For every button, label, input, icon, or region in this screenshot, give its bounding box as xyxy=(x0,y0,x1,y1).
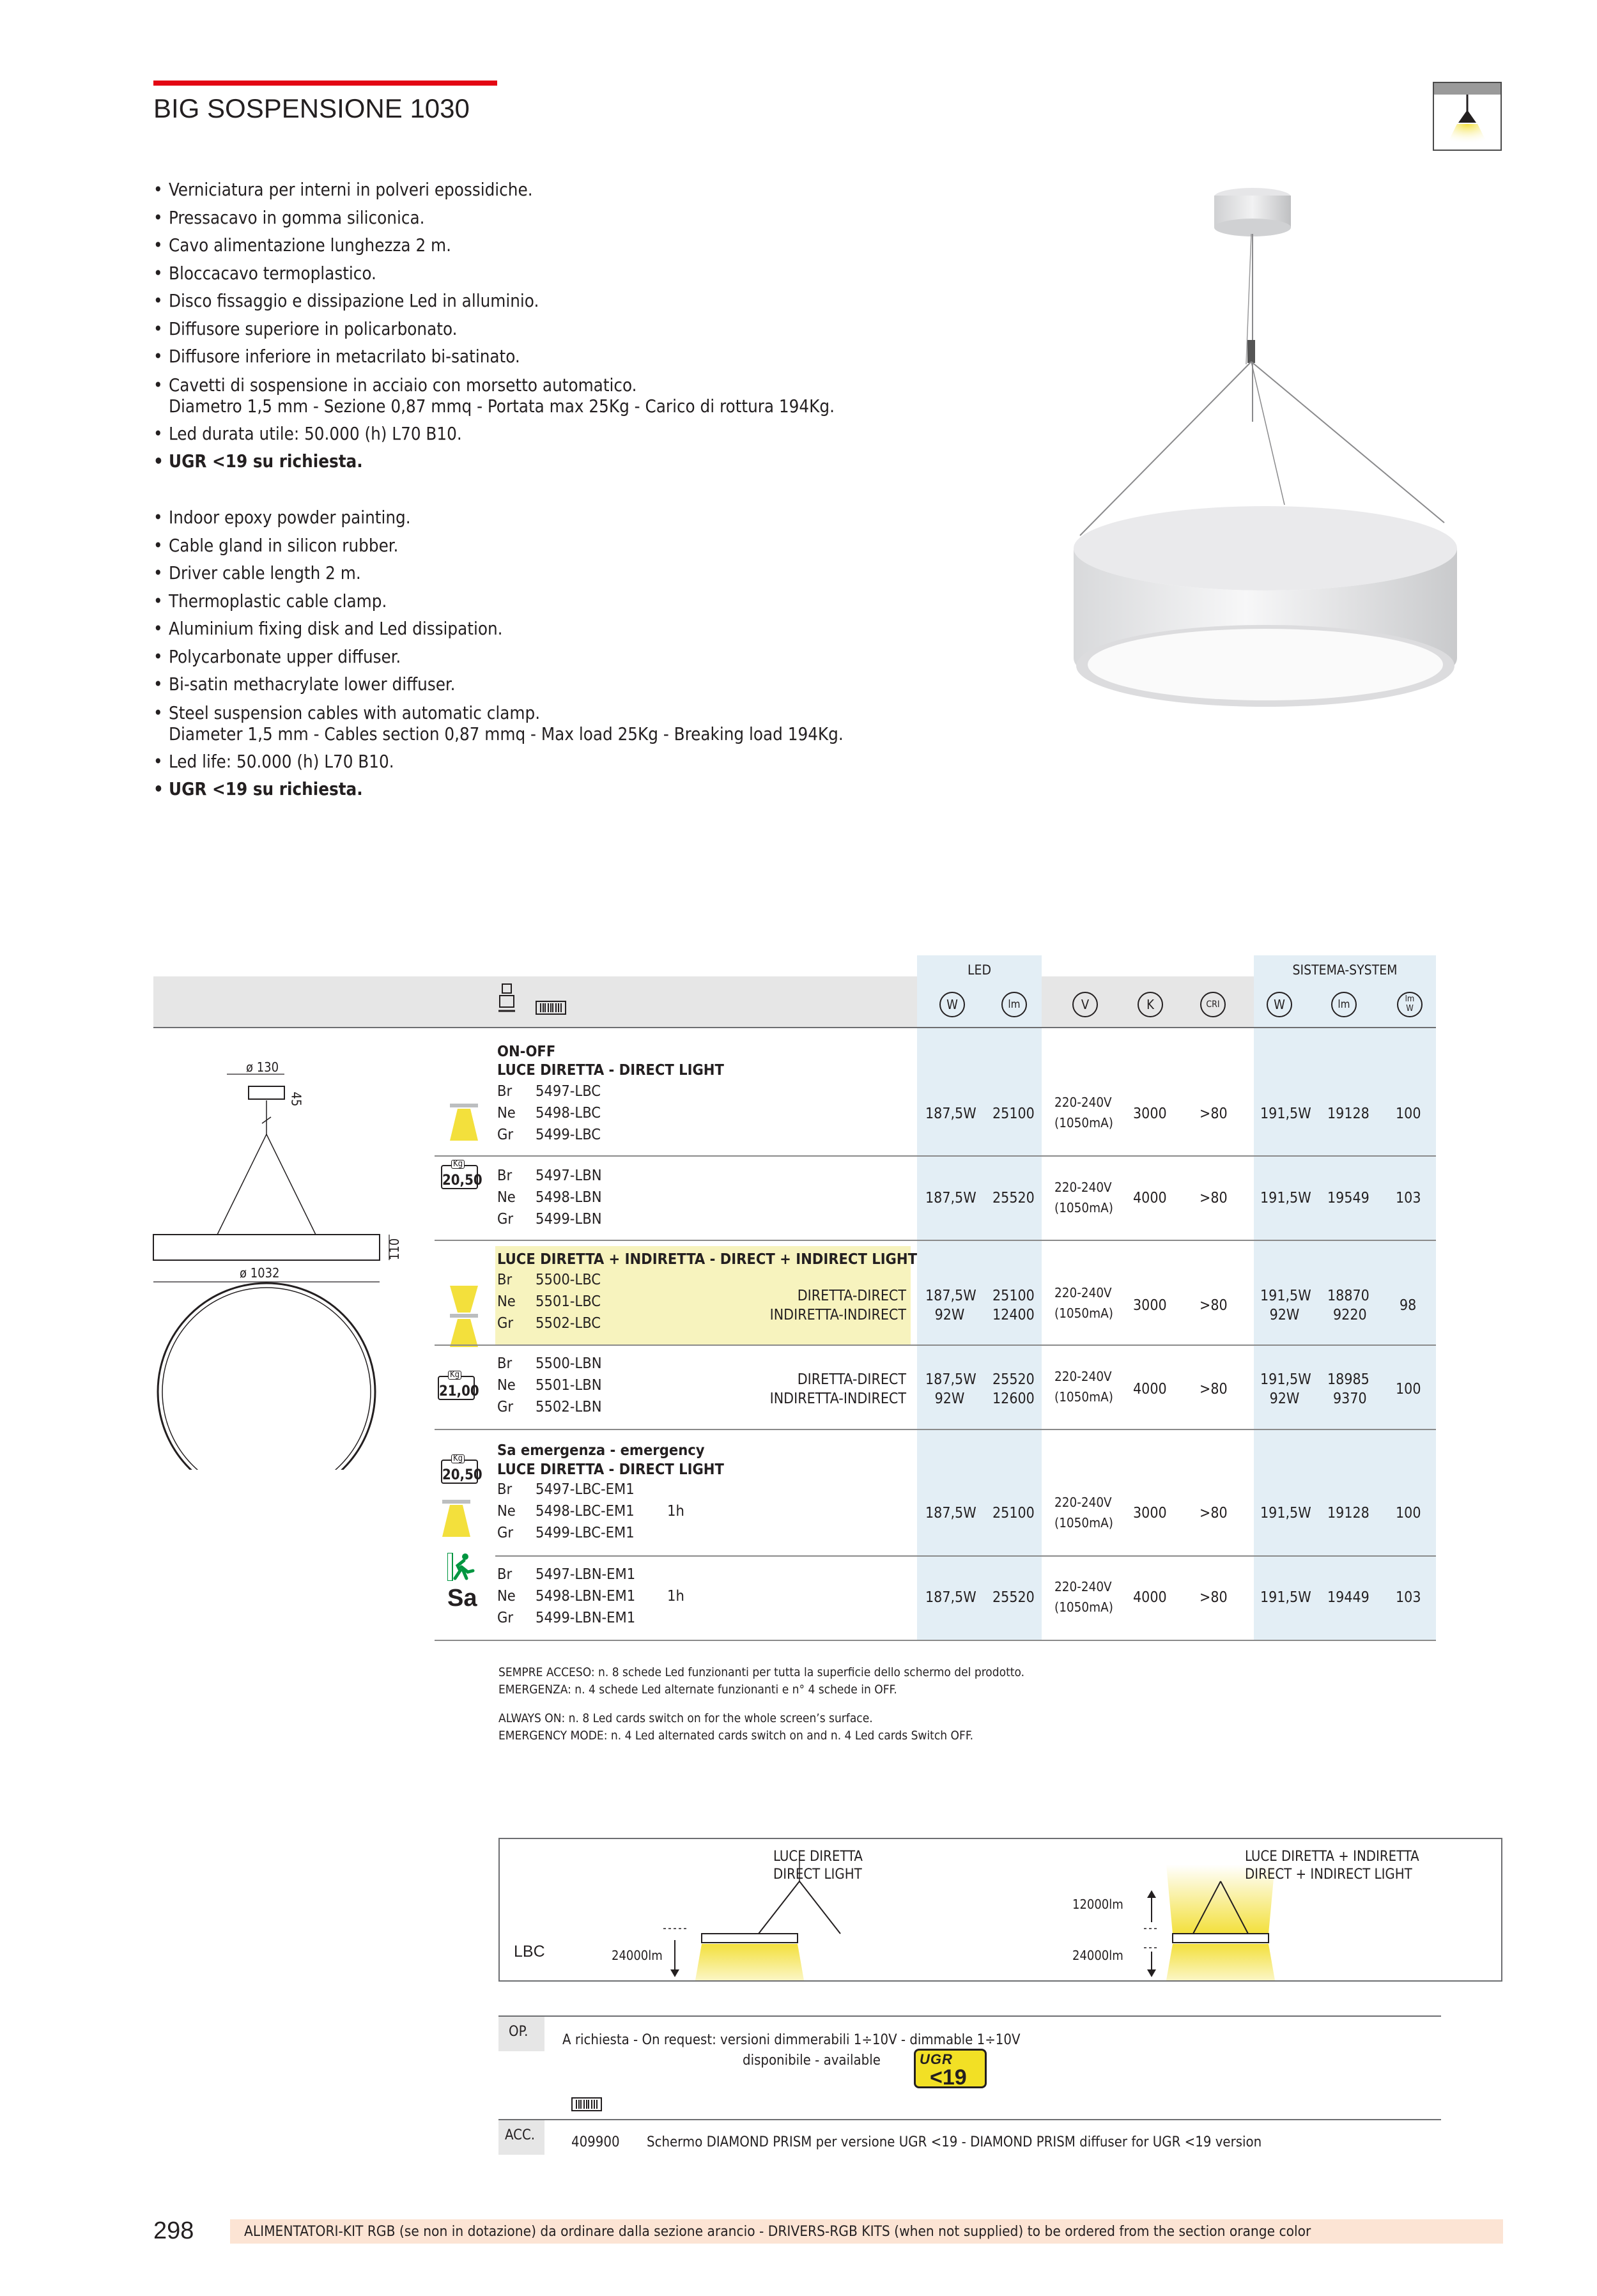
acc-label: ACC. xyxy=(498,2120,544,2155)
cri: >80 xyxy=(1200,1381,1228,1398)
color-temperature: 3000 xyxy=(1133,1505,1167,1522)
feature-item: • Indoor epoxy powder painting. xyxy=(153,504,844,532)
op-text-available: disponibile - available xyxy=(743,2053,881,2069)
voltage: 220-240V xyxy=(1054,1285,1112,1300)
finish: Br xyxy=(497,1480,513,1498)
direct-indirect-caption xyxy=(1245,1848,1419,1884)
weight-unit: Kg xyxy=(451,1160,465,1169)
direct-label: DIRETTA-DIRECT xyxy=(797,1371,906,1388)
cri: >80 xyxy=(1200,1297,1228,1314)
product-code: 5498-LBN xyxy=(536,1188,602,1206)
system-power: 191,5W xyxy=(1260,1106,1311,1122)
section1-mode: ON-OFF xyxy=(497,1042,556,1060)
code-row xyxy=(497,1352,602,1374)
cri: >80 xyxy=(1200,1505,1228,1522)
table-bottom-rule xyxy=(435,1640,1436,1641)
code-row xyxy=(497,1080,601,1102)
product-code: 5497-LBN-EM1 xyxy=(536,1565,636,1583)
product-code-group xyxy=(497,1563,684,1628)
sa-label: Sa xyxy=(447,1585,477,1612)
product-code-group xyxy=(497,1268,601,1334)
system-power-indirect: 92W xyxy=(1269,1391,1300,1407)
lumen-up: 12000lm xyxy=(1072,1897,1123,1912)
system-lumen: 19549 xyxy=(1327,1190,1369,1206)
cri-icon: CRI xyxy=(1200,992,1226,1017)
light-distribution-box xyxy=(498,1838,1502,1982)
feature-line: Diametro 1,5 mm - Sezione 0,87 mmq - Portata max 25Kg - Carico di rottura 194Kg. xyxy=(169,396,835,417)
voltage-icon: V xyxy=(1072,992,1098,1017)
lumen-icon: lm xyxy=(1001,992,1027,1017)
cri: >80 xyxy=(1200,1190,1228,1206)
system-power-direct: 191,5W xyxy=(1260,1371,1311,1388)
op-text: A richiesta - On request: versioni dimmerabili 1÷10V - dimmable 1÷10V xyxy=(562,2032,1021,2048)
code-row xyxy=(497,1396,602,1417)
lumen-down-combined: 24000lm xyxy=(1072,1948,1123,1963)
notes-italian xyxy=(498,1664,1024,1699)
system-lumen: 19128 xyxy=(1327,1505,1369,1522)
feature-item: • Polycarbonate upper diffuser. xyxy=(153,643,844,672)
row-divider xyxy=(435,1240,1436,1241)
emergency-exit-icon xyxy=(447,1553,475,1581)
product-code-group xyxy=(497,1164,602,1229)
feature-item: • Cavo alimentazione lunghezza 2 m. xyxy=(153,232,835,260)
lumen: 25100 xyxy=(992,1106,1035,1122)
feature-line: Cavetti di sospensione in acciaio con morsetto automatico. xyxy=(169,374,637,396)
system-power-indirect: 92W xyxy=(1269,1307,1300,1323)
product-photo xyxy=(984,173,1508,722)
code-row xyxy=(497,1478,684,1500)
code-row xyxy=(497,1312,601,1334)
product-code: 5498-LBN-EM1 xyxy=(536,1587,636,1605)
product-code-group xyxy=(497,1080,601,1145)
weight-value: 21,00 xyxy=(439,1383,479,1399)
code-row xyxy=(497,1522,684,1543)
product-code: 5502-LBN xyxy=(536,1398,602,1415)
weight-unit: Kg xyxy=(451,1454,465,1463)
finish: Ne xyxy=(497,1292,516,1310)
feature-item: • Pressacavo in gomma siliconica. xyxy=(153,204,835,233)
row-divider xyxy=(435,1344,1436,1346)
lumen-direct: 25100 xyxy=(992,1288,1035,1304)
finish: Br xyxy=(497,1565,513,1583)
indirect-label: INDIRETTA-INDIRECT xyxy=(769,1307,906,1323)
section1-title: LUCE DIRETTA - DIRECT LIGHT xyxy=(497,1061,724,1079)
code-row xyxy=(497,1500,684,1522)
system-lumen-direct: 18985 xyxy=(1327,1371,1369,1388)
acc-text: Schermo DIAMOND PRISM per versione UGR <19 - DIAMOND PRISM diffuser for UGR <19 version xyxy=(647,2134,1262,2150)
power-direct: 187,5W xyxy=(925,1288,976,1304)
color-temperature: 4000 xyxy=(1133,1589,1167,1606)
barcode-icon xyxy=(571,2097,602,2111)
code-row xyxy=(497,1268,601,1290)
efficiency-icon-bottom: W xyxy=(1406,1004,1414,1013)
finish: Gr xyxy=(497,1398,514,1415)
power-indirect: 92W xyxy=(934,1307,965,1323)
direct-label: DIRETTA-DIRECT xyxy=(797,1288,906,1304)
code-row xyxy=(497,1208,602,1229)
power: 187,5W xyxy=(925,1589,976,1606)
section3-mode: Sa emergenza - emergency xyxy=(497,1441,705,1459)
ugr-badge xyxy=(914,2049,987,2088)
product-code: 5500-LBC xyxy=(536,1270,601,1288)
feature-item: • Disco fissaggio e dissipazione Led in alluminio. xyxy=(153,288,835,316)
color-temperature: 4000 xyxy=(1133,1190,1167,1206)
lumen-indirect: 12400 xyxy=(992,1307,1035,1323)
lumen: 25520 xyxy=(992,1589,1035,1606)
code-row xyxy=(497,1606,684,1628)
op-label: OP. xyxy=(498,2017,544,2051)
note-line: SEMPRE ACCESO: n. 8 schede Led funzionanti per tutta la superficie dello schermo del prodotto. xyxy=(498,1665,1025,1679)
product-code-group xyxy=(497,1352,602,1417)
efficiency: 100 xyxy=(1396,1381,1421,1398)
lbc-label: LBC xyxy=(514,1943,545,1961)
finish: Br xyxy=(497,1082,513,1100)
feature-item: • Bloccacavo termoplastico. xyxy=(153,260,835,288)
color-temperature: 4000 xyxy=(1133,1381,1167,1398)
feature-item: • Bi-satin methacrylate lower diffuser. xyxy=(153,671,844,699)
lumen: 25100 xyxy=(992,1505,1035,1522)
weight-badge xyxy=(441,1454,482,1484)
system-power: 191,5W xyxy=(1260,1505,1311,1522)
feature-item xyxy=(153,699,844,748)
system-lumen-icon: lm xyxy=(1331,992,1357,1017)
direct-light-icon xyxy=(441,1499,472,1538)
direct-indirect-light-icon xyxy=(449,1284,479,1348)
caption-line: DIRECT LIGHT xyxy=(773,1867,862,1883)
product-code: 5498-LBC xyxy=(536,1104,601,1121)
code-row xyxy=(497,1123,601,1145)
lumen-indirect: 12600 xyxy=(992,1391,1035,1407)
caption-line: DIRECT + INDIRECT LIGHT xyxy=(1245,1867,1412,1883)
feature-item: • Led life: 50.000 (h) L70 B10. xyxy=(153,748,844,776)
efficiency: 100 xyxy=(1396,1505,1421,1522)
title-accent-bar xyxy=(153,81,497,86)
system-power: 191,5W xyxy=(1260,1190,1311,1206)
dim-canopy-diameter: ø 130 xyxy=(246,1059,279,1075)
caption-line: LUCE DIRETTA + INDIRETTA xyxy=(1245,1849,1419,1865)
system-lumen-indirect: 9370 xyxy=(1333,1391,1367,1407)
efficiency-icon xyxy=(1397,992,1423,1017)
feature-item xyxy=(153,371,835,420)
system-power-direct: 191,5W xyxy=(1260,1288,1311,1304)
cri: >80 xyxy=(1200,1106,1228,1122)
options-top-rule xyxy=(498,2015,1441,2017)
product-code-group xyxy=(497,1478,684,1543)
product-code: 5498-LBC-EM1 xyxy=(536,1502,635,1520)
cri: >80 xyxy=(1200,1589,1228,1606)
power: 187,5W xyxy=(925,1505,976,1522)
current: (1050mA) xyxy=(1054,1599,1113,1615)
system-lumen: 19449 xyxy=(1327,1589,1369,1606)
finish: Ne xyxy=(497,1376,516,1394)
feature-item-ugr: • UGR <19 su richiesta. xyxy=(153,448,835,476)
product-code: 5499-LBC-EM1 xyxy=(536,1523,635,1541)
table-header-band xyxy=(153,976,1436,1028)
voltage: 220-240V xyxy=(1054,1095,1112,1110)
feature-item-ugr: • UGR <19 su richiesta. xyxy=(153,776,844,804)
feature-item: • Cable gland in silicon rubber. xyxy=(153,532,844,560)
product-code: 5502-LBC xyxy=(536,1314,601,1332)
page-number: 298 xyxy=(153,2217,194,2244)
finish: Gr xyxy=(497,1314,514,1332)
feature-line: Diameter 1,5 mm - Cables section 0,87 mmq - Max load 25Kg - Breaking load 194Kg. xyxy=(169,723,844,744)
code-row xyxy=(497,1563,684,1585)
product-code: 5497-LBN xyxy=(536,1166,602,1184)
weight-value: 20,50 xyxy=(442,1173,482,1189)
technical-drawing xyxy=(150,1048,406,1470)
weight-badge xyxy=(438,1370,479,1400)
weight-badge xyxy=(441,1159,482,1189)
table-divider xyxy=(153,1027,1436,1028)
indirect-label: INDIRETTA-INDIRECT xyxy=(769,1391,906,1407)
feature-item: • Thermoplastic cable clamp. xyxy=(153,588,844,616)
efficiency: 100 xyxy=(1396,1106,1421,1122)
watt-icon: W xyxy=(939,992,965,1017)
footer-banner: ALIMENTATORI-KIT RGB (se non in dotazione) da ordinare dalla sezione arancio - DRIVERS-RGB KITS (when not supplied) to be ordered from the section orange color xyxy=(230,2219,1503,2244)
efficiency: 103 xyxy=(1396,1190,1421,1206)
group-system: SISTEMA-SYSTEM xyxy=(1292,962,1398,978)
ugr-badge-top: UGR xyxy=(920,2051,953,2067)
feature-item: • Led durata utile: 50.000 (h) L70 B10. xyxy=(153,420,835,449)
power: 187,5W xyxy=(925,1106,976,1122)
finish: Ne xyxy=(497,1502,516,1520)
product-code: 5501-LBN xyxy=(536,1376,602,1394)
color-temperature: 3000 xyxy=(1133,1106,1167,1122)
section2-title: LUCE DIRETTA + INDIRETTA - DIRECT + INDIRECT LIGHT xyxy=(497,1250,918,1268)
finish: Ne xyxy=(497,1104,516,1121)
notes-english xyxy=(498,1710,973,1745)
product-code: 5499-LBN xyxy=(536,1210,602,1228)
voltage: 220-240V xyxy=(1054,1369,1112,1384)
code-row xyxy=(497,1186,602,1208)
finish: Br xyxy=(497,1166,513,1184)
dim-lamp-height: 110 xyxy=(387,1238,403,1261)
feature-item: • Diffusore inferiore in metacrilato bi-satinato. xyxy=(153,343,835,371)
code-row xyxy=(497,1290,601,1312)
emergency-duration: 1h xyxy=(667,1502,684,1520)
efficiency-icon-top: lm xyxy=(1405,994,1415,1004)
row-divider xyxy=(495,1555,1436,1557)
feature-item: • Aluminium fixing disk and Led dissipation. xyxy=(153,615,844,643)
product-code: 5497-LBC xyxy=(536,1082,601,1100)
product-code: 5499-LBC xyxy=(536,1125,601,1143)
finish: Gr xyxy=(497,1523,514,1541)
voltage: 220-240V xyxy=(1054,1180,1112,1195)
feature-line: Steel suspension cables with automatic clamp. xyxy=(169,702,541,723)
power-indirect: 92W xyxy=(934,1391,965,1407)
page-title: BIG SOSPENSIONE 1030 xyxy=(153,93,470,123)
code-row xyxy=(497,1164,602,1186)
voltage: 220-240V xyxy=(1054,1495,1112,1510)
direct-light-caption xyxy=(773,1848,863,1884)
finish: Br xyxy=(497,1270,513,1288)
emergency-duration: 1h xyxy=(667,1587,684,1605)
product-code: 5501-LBC xyxy=(536,1292,601,1310)
lumen-direct: 25520 xyxy=(992,1371,1035,1388)
dimensions-icon xyxy=(497,983,516,1013)
finish: Gr xyxy=(497,1210,514,1228)
system-lumen: 19128 xyxy=(1327,1106,1369,1122)
code-row xyxy=(497,1102,601,1123)
ugr-badge-bottom: <19 xyxy=(930,2065,967,2090)
features-english xyxy=(153,504,844,804)
product-code: 5499-LBN-EM1 xyxy=(536,1608,636,1626)
dim-lamp-diameter: ø 1032 xyxy=(240,1265,280,1281)
row-divider xyxy=(435,1155,1436,1157)
feature-item: • Diffusore superiore in policarbonato. xyxy=(153,316,835,344)
system-watt-icon: W xyxy=(1267,992,1292,1017)
efficiency: 103 xyxy=(1396,1589,1421,1606)
section3-title: LUCE DIRETTA - DIRECT LIGHT xyxy=(497,1460,724,1478)
power-direct: 187,5W xyxy=(925,1371,976,1388)
acc-top-rule xyxy=(498,2119,1441,2120)
current: (1050mA) xyxy=(1054,1515,1113,1530)
note-line: ALWAYS ON: n. 8 Led cards switch on for the whole screen’s surface. xyxy=(498,1711,873,1725)
kelvin-icon: K xyxy=(1138,992,1163,1017)
caption-line: LUCE DIRETTA xyxy=(773,1849,863,1865)
code-row xyxy=(497,1585,684,1606)
voltage: 220-240V xyxy=(1054,1579,1112,1594)
features-italian xyxy=(153,176,835,476)
finish: Gr xyxy=(497,1608,514,1626)
current: (1050mA) xyxy=(1054,1306,1113,1321)
finish: Ne xyxy=(497,1587,516,1605)
current: (1050mA) xyxy=(1054,1389,1113,1405)
system-lumen-indirect: 9220 xyxy=(1333,1307,1367,1323)
weight-value: 20,50 xyxy=(442,1467,482,1483)
acc-code: 409900 xyxy=(571,2134,620,2150)
weight-unit: Kg xyxy=(448,1371,461,1380)
finish: Gr xyxy=(497,1125,514,1143)
product-code: 5500-LBN xyxy=(536,1354,602,1372)
pendant-type-icon xyxy=(1433,82,1502,151)
direct-light-icon xyxy=(449,1102,479,1142)
current: (1050mA) xyxy=(1054,1115,1113,1130)
group-led: LED xyxy=(967,962,991,978)
row-divider xyxy=(435,1429,1436,1430)
power: 187,5W xyxy=(925,1190,976,1206)
note-line: EMERGENZA: n. 4 schede Led alternate funzionanti e n° 4 schede in OFF. xyxy=(498,1683,897,1697)
barcode-icon xyxy=(536,1001,566,1015)
color-temperature: 3000 xyxy=(1133,1297,1167,1314)
system-power: 191,5W xyxy=(1260,1589,1311,1606)
efficiency: 98 xyxy=(1400,1297,1417,1314)
feature-item: • Driver cable length 2 m. xyxy=(153,560,844,588)
lumen-down-direct: 24000lm xyxy=(612,1948,663,1963)
dim-canopy-height: 45 xyxy=(288,1091,304,1107)
code-row xyxy=(497,1374,602,1396)
finish: Br xyxy=(497,1354,513,1372)
note-line: EMERGENCY MODE: n. 4 Led alternated cards switch on and n. 4 Led cards Switch OFF. xyxy=(498,1729,974,1743)
feature-item: • Verniciatura per interni in polveri epossidiche. xyxy=(153,176,835,204)
product-code: 5497-LBC-EM1 xyxy=(536,1480,635,1498)
lumen: 25520 xyxy=(992,1190,1035,1206)
system-lumen-direct: 18870 xyxy=(1327,1288,1369,1304)
current: (1050mA) xyxy=(1054,1200,1113,1215)
finish: Ne xyxy=(497,1188,516,1206)
